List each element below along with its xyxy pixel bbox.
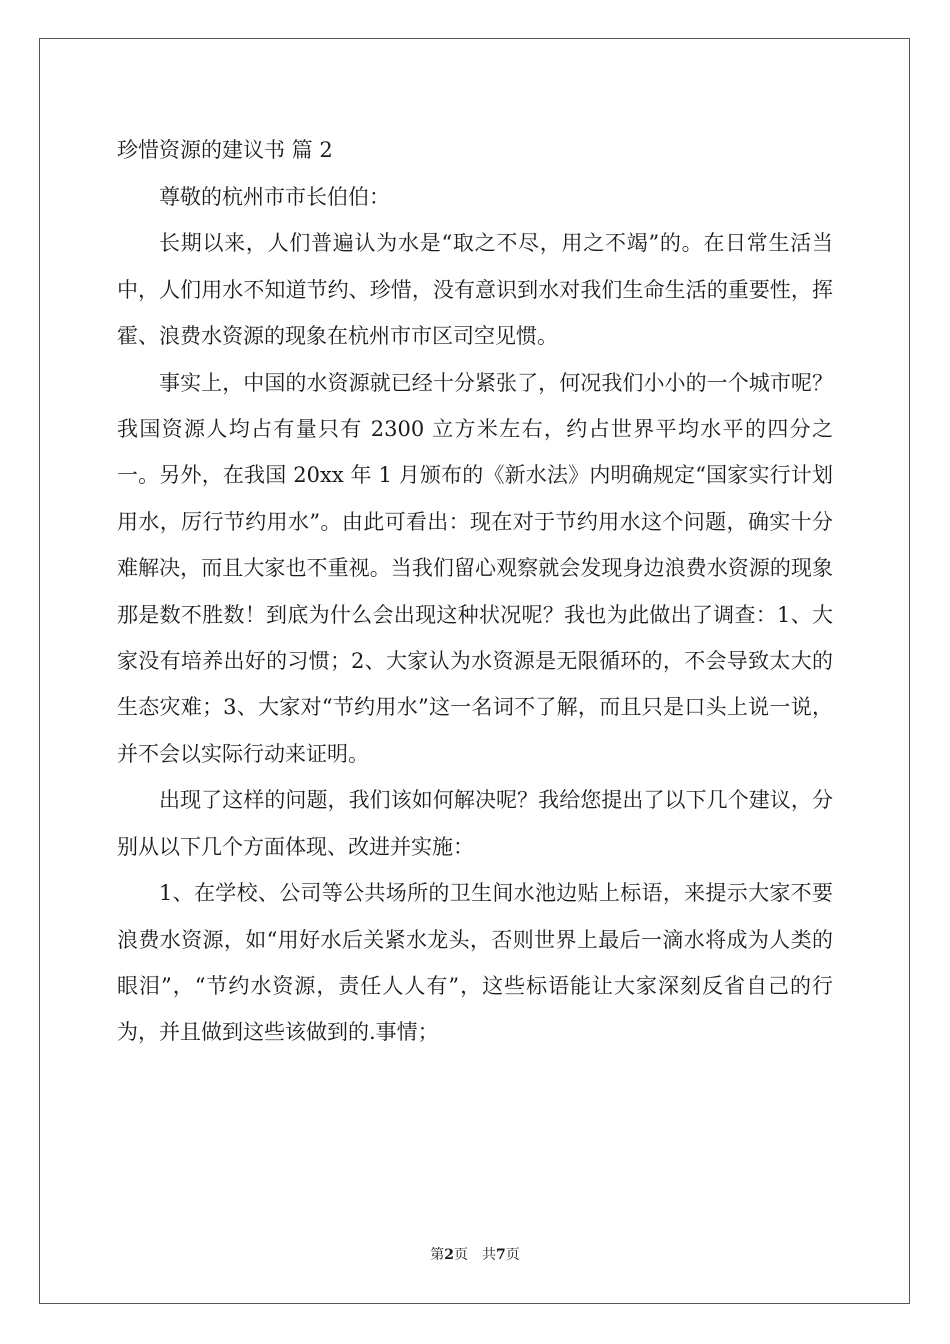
paragraph-intro: 长期以来，人们普遍认为水是“取之不尽，用之不竭”的。在日常生活当中，人们用水不知道节约、珍惜，没有意识到水对我们生命生活的重要性，挥霍、浪费水资源的现象在杭州市市区司空见惯。 (117, 231, 833, 349)
footer-page-number: 2 (444, 1247, 454, 1263)
document-body (117, 128, 833, 1056)
paragraph-suggestions-lead: 出现了这样的问题，我们该如何解决呢？我给您提出了以下几个建议，分别从以下几个方面体现、改进并实施： (117, 788, 833, 859)
paragraph-suggestion-1: 1、在学校、公司等公共场所的卫生间水池边贴上标语，来提示大家不要浪费水资源，如“用好水后关紧水龙头，否则世界上最后一滴水将成为人类的眼泪”，“节约水资源，责任人人有”，这些标语能让大家深刻反省自己的行为，并且做到这些该做到的.事情； (117, 881, 833, 1045)
page-footer (0, 1245, 950, 1265)
footer-total-number: 7 (496, 1247, 506, 1263)
document-title: 珍惜资源的建议书 篇 2 (117, 138, 333, 162)
footer-total-prefix: 共 (482, 1247, 496, 1263)
paragraph-salutation: 尊敬的杭州市市长伯伯： (159, 185, 390, 209)
footer-page-prefix: 第 (430, 1247, 445, 1263)
footer-page-suffix: 页 (454, 1247, 468, 1263)
paragraph-facts: 事实上，中国的水资源就已经十分紧张了，何况我们小小的一个城市呢？我国资源人均占有量只有 2300 立方米左右，约占世界平均水平的四分之一。另外，在我国 20xx 年 1 月颁布的《新水法》内明确规定“国家实行计划用水，厉行节约用水”。由此可看出：现在对于节约用水这个问题，确实十分难解决，而且大家也不重视。当我们留心观察就会发现身边浪费水资源的现象那是数不胜数！到底为什么会出现这种状况呢？我也为此做出了调查：1、大家没有培养出好的习惯；2、大家认为水资源是无限循环的，不会导致太大的生态灾难；3、大家对“节约用水”这一名词不了解，而且只是口头上说一说，并不会以实际行动来证明。 (117, 370, 833, 766)
footer-total-suffix: 页 (505, 1247, 520, 1263)
